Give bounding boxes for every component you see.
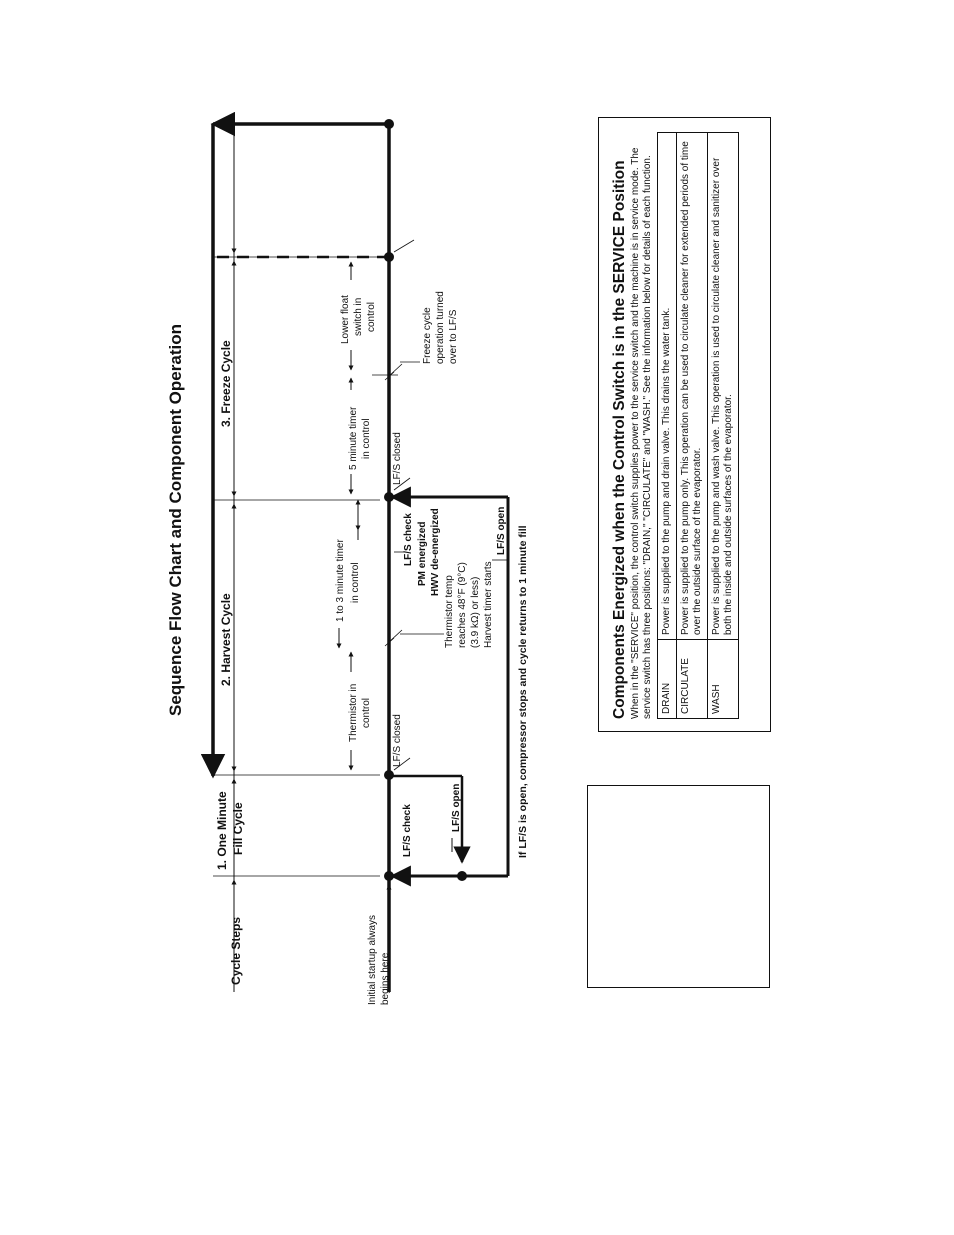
node-freeze <box>384 252 394 262</box>
chart-title: Sequence Flow Chart and Component Operation <box>166 324 185 716</box>
lfs-open-2: LF/S open <box>496 506 507 555</box>
thermistor-temp <box>444 561 494 648</box>
freeze-turned-line1: Freeze cycle <box>422 307 433 364</box>
mode-circulate-text: Power is supplied to the pump only. This operation can be used to circulate cleaner for extended periods of time over the outside surface of the evaporator. <box>677 133 708 640</box>
mode-drain: DRAIN <box>658 640 677 719</box>
service-panel-frame <box>598 117 771 732</box>
main-process-line <box>213 124 508 992</box>
thermistor-temp-line3: (3.9 kΩ) or less) <box>470 576 481 648</box>
mode-wash: WASH <box>708 640 739 719</box>
step1-label <box>215 791 245 870</box>
step1-line2: Fill Cycle <box>231 802 245 855</box>
lower-float <box>340 295 377 344</box>
lfs-check-2: LF/S check <box>403 513 414 566</box>
timer-1-3 <box>335 539 361 622</box>
blank-notes-box <box>587 785 770 988</box>
lower-float-line3: control <box>366 301 377 332</box>
timer-5-line1: 5 minute timer <box>348 406 359 470</box>
mode-wash-text: Power is supplied to the pump and wash valve. This operation is used to circulate cleaner and sanitizer over both the inside and outside surfaces of the evaporator. <box>708 133 739 640</box>
table-row <box>658 133 677 719</box>
startup-line2: begins here <box>380 952 391 1005</box>
lfs-closed-1: LF/S closed <box>392 714 403 767</box>
node-top <box>384 119 394 129</box>
node-harvest-end <box>384 492 394 502</box>
thermistor-temp-line4: Harvest timer starts <box>483 561 494 648</box>
hwv-deenergized: HWV de-energized <box>430 508 441 596</box>
thermistor-temp-line2: reaches 48°F (9°C) <box>457 562 468 648</box>
timer-5-line2: in control <box>361 418 372 459</box>
service-modes-table <box>657 132 739 719</box>
thermistor-line1: Thermistor in <box>348 683 359 742</box>
thermistor-line2: control <box>361 697 372 728</box>
service-panel <box>599 118 772 733</box>
thermistor-in-control <box>348 684 372 742</box>
timer-1-3-line1: 1 to 3 minute timer <box>335 539 346 622</box>
step2-label: 2. Harvest Cycle <box>219 593 233 686</box>
timer-1-3-line2: in control <box>350 562 361 603</box>
lower-float-line2: switch in <box>353 297 364 336</box>
freeze-top-leader <box>394 240 414 252</box>
cycle-steps-label: Cycle Steps <box>229 916 243 985</box>
timer-5 <box>348 406 372 470</box>
mode-circulate: CIRCULATE <box>677 640 708 719</box>
lfs-closed-2: LF/S closed <box>392 432 403 485</box>
mode-drain-text: Power is supplied to the pump and drain valve. This drains the water tank. <box>658 133 677 640</box>
table-row <box>677 133 708 719</box>
node-loop <box>457 871 467 881</box>
pm-energized: PM energized <box>417 521 428 586</box>
freeze-turned-line2: operation turned <box>435 291 446 364</box>
startup-line1: Initial startup always <box>367 914 378 1005</box>
freeze-turned-over <box>422 291 459 364</box>
step3-label: 3. Freeze Cycle <box>219 340 233 427</box>
node-start <box>384 871 394 881</box>
lfs-open-note: If LF/S is open, compressor stops and cycle returns to 1 minute fill <box>517 525 529 858</box>
service-panel-description: When in the "SERVICE" position, the control switch supplies power to the service switch and the machine is in service mode. The service switch has three positions: "DRAIN," "CIRCULATE" and "WASH." See the information below for details of each function. <box>630 147 653 719</box>
lfs-check-1: LF/S check <box>402 804 413 857</box>
node-fill-end <box>384 770 394 780</box>
service-panel-title: Components Energized when the Control Switch is in the SERVICE Position <box>611 160 628 719</box>
lower-float-line1: Lower float <box>340 295 351 344</box>
lfs-open-1: LF/S open <box>451 783 462 832</box>
thermistor-temp-line1: Thermistor temp <box>444 575 455 648</box>
step1-line1: 1. One Minute <box>215 791 229 870</box>
table-row <box>708 133 739 719</box>
freeze-turned-line3: over to LF/S <box>448 309 459 364</box>
